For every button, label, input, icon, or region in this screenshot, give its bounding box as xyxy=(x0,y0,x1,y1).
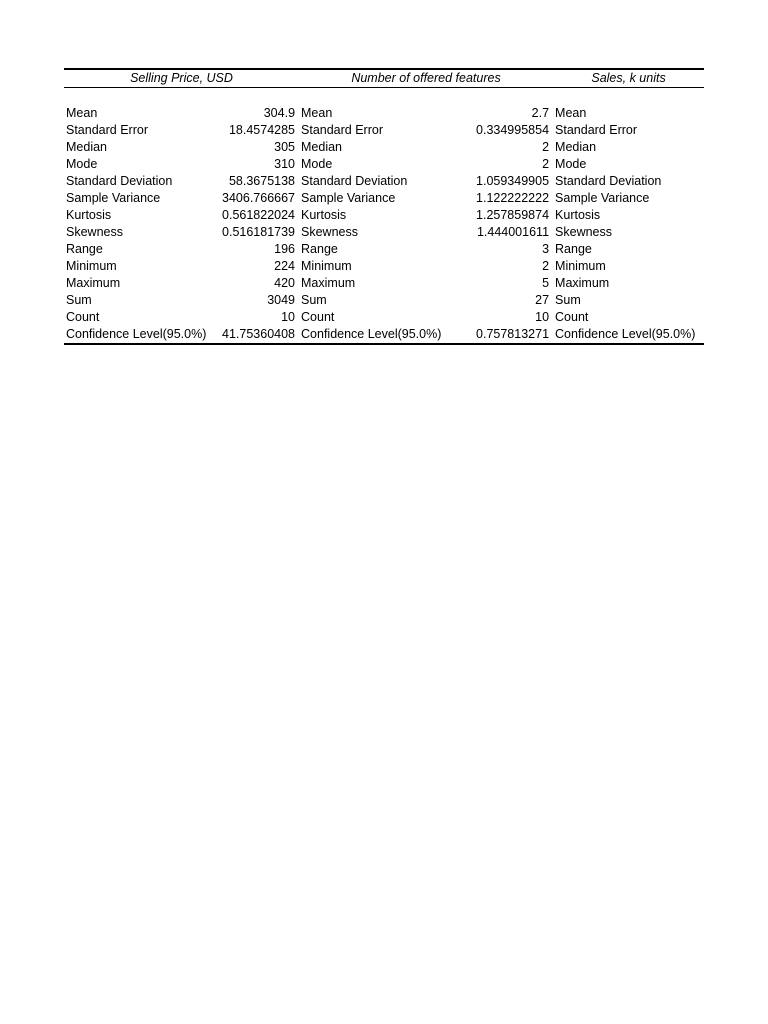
table-row xyxy=(64,326,704,344)
row-value-col1: 305 xyxy=(274,140,296,154)
row-label-col2: Minimum xyxy=(301,259,352,273)
table-row xyxy=(64,241,704,258)
row-label-col2: Count xyxy=(301,310,335,324)
row-value-col1: 0.516181739 xyxy=(222,225,296,239)
row-value-col1: 18.4574285 xyxy=(228,123,296,137)
descriptive-statistics-table xyxy=(64,68,704,345)
header-offered-features: Number of offered features xyxy=(299,69,553,88)
row-value-col2: 10 xyxy=(535,310,550,324)
row-value-col2: 1.059349905 xyxy=(476,174,550,188)
row-value-col1: 304.9 xyxy=(263,106,296,120)
table-row xyxy=(64,156,704,173)
table-row xyxy=(64,292,704,309)
row-label-col3: Standard Error xyxy=(555,123,638,137)
table-row xyxy=(64,190,704,207)
row-label-col1: Confidence Level(95.0%) xyxy=(64,326,210,344)
row-label-col2: Maximum xyxy=(301,276,356,290)
row-label-col2: Mode xyxy=(301,157,333,171)
row-label-col1: Standard Deviation xyxy=(66,174,173,188)
table-row xyxy=(64,173,704,190)
row-value-col2: 0.757813271 xyxy=(470,326,553,344)
row-value-col1: 224 xyxy=(274,259,296,273)
row-label-col2: Range xyxy=(301,242,338,256)
table-row xyxy=(64,122,704,139)
row-value-col2: 2 xyxy=(542,157,550,171)
table-row xyxy=(64,275,704,292)
header-sales: Sales, k units xyxy=(553,69,704,88)
row-label-col3: Count xyxy=(555,310,589,324)
row-label-col1: Skewness xyxy=(66,225,123,239)
row-label-col2: Standard Error xyxy=(301,123,383,137)
table-row xyxy=(64,139,704,156)
row-label-col2: Confidence Level(95.0%) xyxy=(299,326,470,344)
row-label-col2: Skewness xyxy=(301,225,358,239)
row-label-col1: Sample Variance xyxy=(66,191,161,205)
row-value-col1: 41.75360408 xyxy=(210,326,299,344)
table-row xyxy=(64,105,704,122)
row-label-col1: Count xyxy=(66,310,100,324)
row-label-col2: Sum xyxy=(301,293,327,307)
table-row xyxy=(64,258,704,275)
row-label-col3: Median xyxy=(555,140,597,154)
row-value-col2: 1.257859874 xyxy=(476,208,550,222)
row-value-col2: 2 xyxy=(542,140,550,154)
row-label-col1: Mean xyxy=(66,106,98,120)
table-row xyxy=(64,309,704,326)
row-value-col1: 310 xyxy=(274,157,296,171)
table-row xyxy=(64,207,704,224)
row-label-col1: Maximum xyxy=(66,276,121,290)
row-value-col1: 10 xyxy=(281,310,296,324)
row-label-col3: Range xyxy=(555,242,592,256)
row-label-col3: Minimum xyxy=(555,259,606,273)
row-label-col3: Sum xyxy=(555,293,581,307)
row-label-col3: Mode xyxy=(555,157,587,171)
row-value-col1: 3049 xyxy=(267,293,296,307)
row-label-col2: Sample Variance xyxy=(301,191,396,205)
row-value-col2: 0.334995854 xyxy=(476,123,550,137)
row-label-col3: Mean xyxy=(555,106,587,120)
row-value-col1: 420 xyxy=(274,276,296,290)
row-label-col3: Sample Variance xyxy=(555,191,650,205)
row-label-col1: Standard Error xyxy=(66,123,148,137)
row-value-col2: 3 xyxy=(542,242,550,256)
row-value-col2: 1.122222222 xyxy=(476,191,550,205)
row-value-col2: 1.444001611 xyxy=(476,225,550,239)
row-label-col1: Range xyxy=(66,242,103,256)
header-row xyxy=(64,69,704,88)
row-label-col2: Median xyxy=(301,140,343,154)
row-label-col3: Kurtosis xyxy=(555,208,601,222)
header-selling-price: Selling Price, USD xyxy=(64,69,299,88)
row-value-col1: 58.3675138 xyxy=(228,174,296,188)
row-value-col2: 5 xyxy=(542,276,550,290)
row-label-col1: Mode xyxy=(66,157,98,171)
table-row xyxy=(64,224,704,241)
row-label-col3: Standard Deviation xyxy=(555,174,662,188)
descriptive-statistics-sheet xyxy=(64,68,704,345)
row-value-col2: 2.7 xyxy=(531,106,550,120)
row-value-col2: 27 xyxy=(535,293,550,307)
spacer-row xyxy=(64,88,704,106)
row-label-col2: Mean xyxy=(301,106,333,120)
row-label-col1: Kurtosis xyxy=(66,208,112,222)
row-label-col3: Skewness xyxy=(555,225,613,239)
row-label-col2: Standard Deviation xyxy=(301,174,408,188)
row-value-col1: 0.561822024 xyxy=(222,208,296,222)
row-label-col1: Sum xyxy=(66,293,92,307)
row-label-col2: Kurtosis xyxy=(301,208,347,222)
row-value-col1: 3406.766667 xyxy=(222,191,296,205)
row-label-col1: Minimum xyxy=(66,259,117,273)
row-label-col3: Maximum xyxy=(555,276,610,290)
row-value-col1: 196 xyxy=(274,242,296,256)
row-label-col3: Confidence Level(95.0%) xyxy=(553,326,704,344)
row-label-col1: Median xyxy=(66,140,107,154)
row-value-col2: 2 xyxy=(542,259,550,273)
